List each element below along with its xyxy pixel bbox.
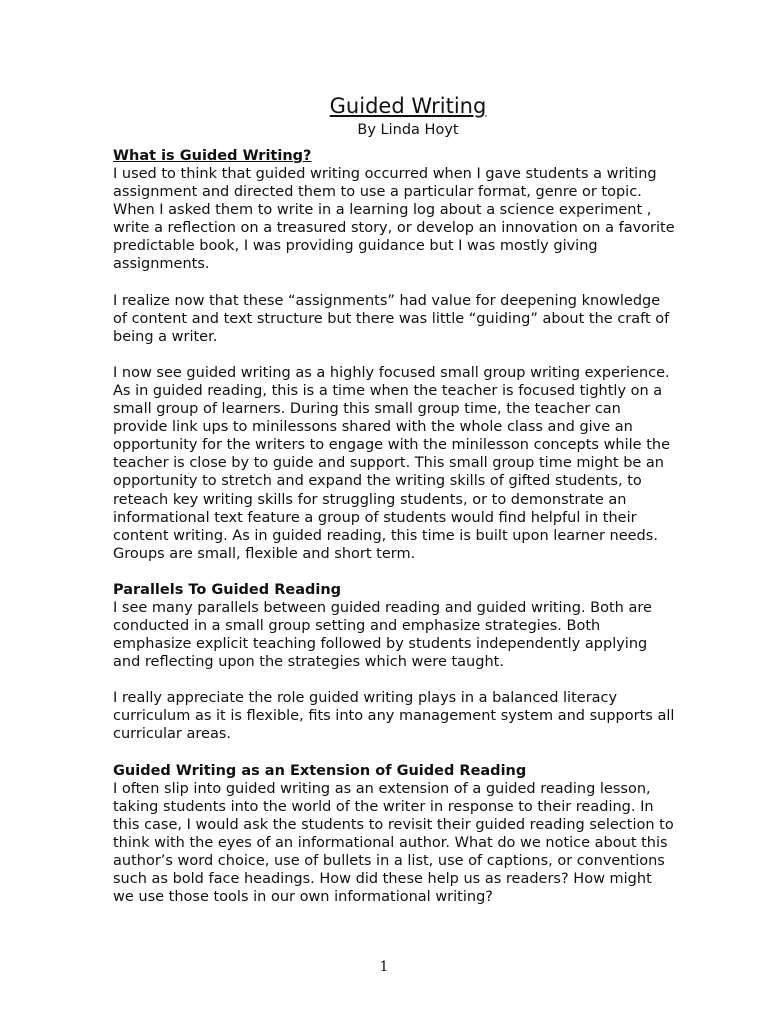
page-number: 1 [379,959,389,975]
paragraph: I realize now that these “assignments” had value for deepening knowledge of content and text structure but there was little “guiding” about the craft of being a writer. [113,292,670,345]
section-parallels [113,581,703,744]
document-title: Guided Writing [329,94,487,118]
section-what-is-guided-writing [113,147,703,563]
document-body [113,92,703,906]
section-spacer [113,744,703,762]
paragraph-spacer [113,274,703,292]
author-byline: By Linda Hoyt [357,122,459,138]
section-spacer [113,563,703,581]
paragraph: I often slip into guided writing as an extension of a guided reading lesson, taking students into the world of the writer in response to their reading. In this case, I would ask the students to revisit their guided reading selection to think with the eyes of an informational author. What do we notice about this author’s word choice, use of bullets in a list, use of captions, or conventions such as bold face headings. How did these help us as readers? How might we use those tools in our own informational writing? [113,780,674,906]
paragraph: I see many parallels between guided reading and guided writing. Both are conducted in a small group setting and emphasize strategies. Both emphasize explicit teaching followed by students independently applying and reflecting upon the strategies which were taught. [113,599,652,671]
section-heading: Guided Writing as an Extension of Guided Reading [113,762,527,779]
section-heading: What is Guided Writing? [113,148,312,164]
paragraph-spacer [113,671,703,689]
paragraph: I really appreciate the role guided writing plays in a balanced literacy curriculum as it is flexible, fits into any management system and supports all curricular areas. [113,690,675,743]
paragraph: I now see guided writing as a highly focused small group writing experience. As in guided reading, this is a time when the teacher is focused tightly on a small group of learners. During this small group time, the teacher can provide link ups to minilessons shared with the whole class and give an opportunity for the writers to engage with the minilesson concepts while the teacher is close by to guide and support. This small group time might be an opportunity to stretch and expand the writing skills of gifted students, to reteach key writing skills for struggling students, or to demonstrate an informational text feature a group of students would find helpful in their content writing. As in guided reading, this time is built upon learner needs. Groups are small, flexible and short term. [113,364,671,562]
paragraph: I used to think that guided writing occurred when I gave students a writing assignment and directed them to use a particular format, genre or topic. When I asked them to write in a learning log about a science experiment , write a reflection on a treasured story, or develop an innovation on a favorite predictable book, I was providing guidance but I was mostly giving assignments. [113,166,675,273]
section-extension [113,762,703,907]
section-heading: Parallels To Guided Reading [113,581,342,598]
paragraph-spacer [113,346,703,364]
